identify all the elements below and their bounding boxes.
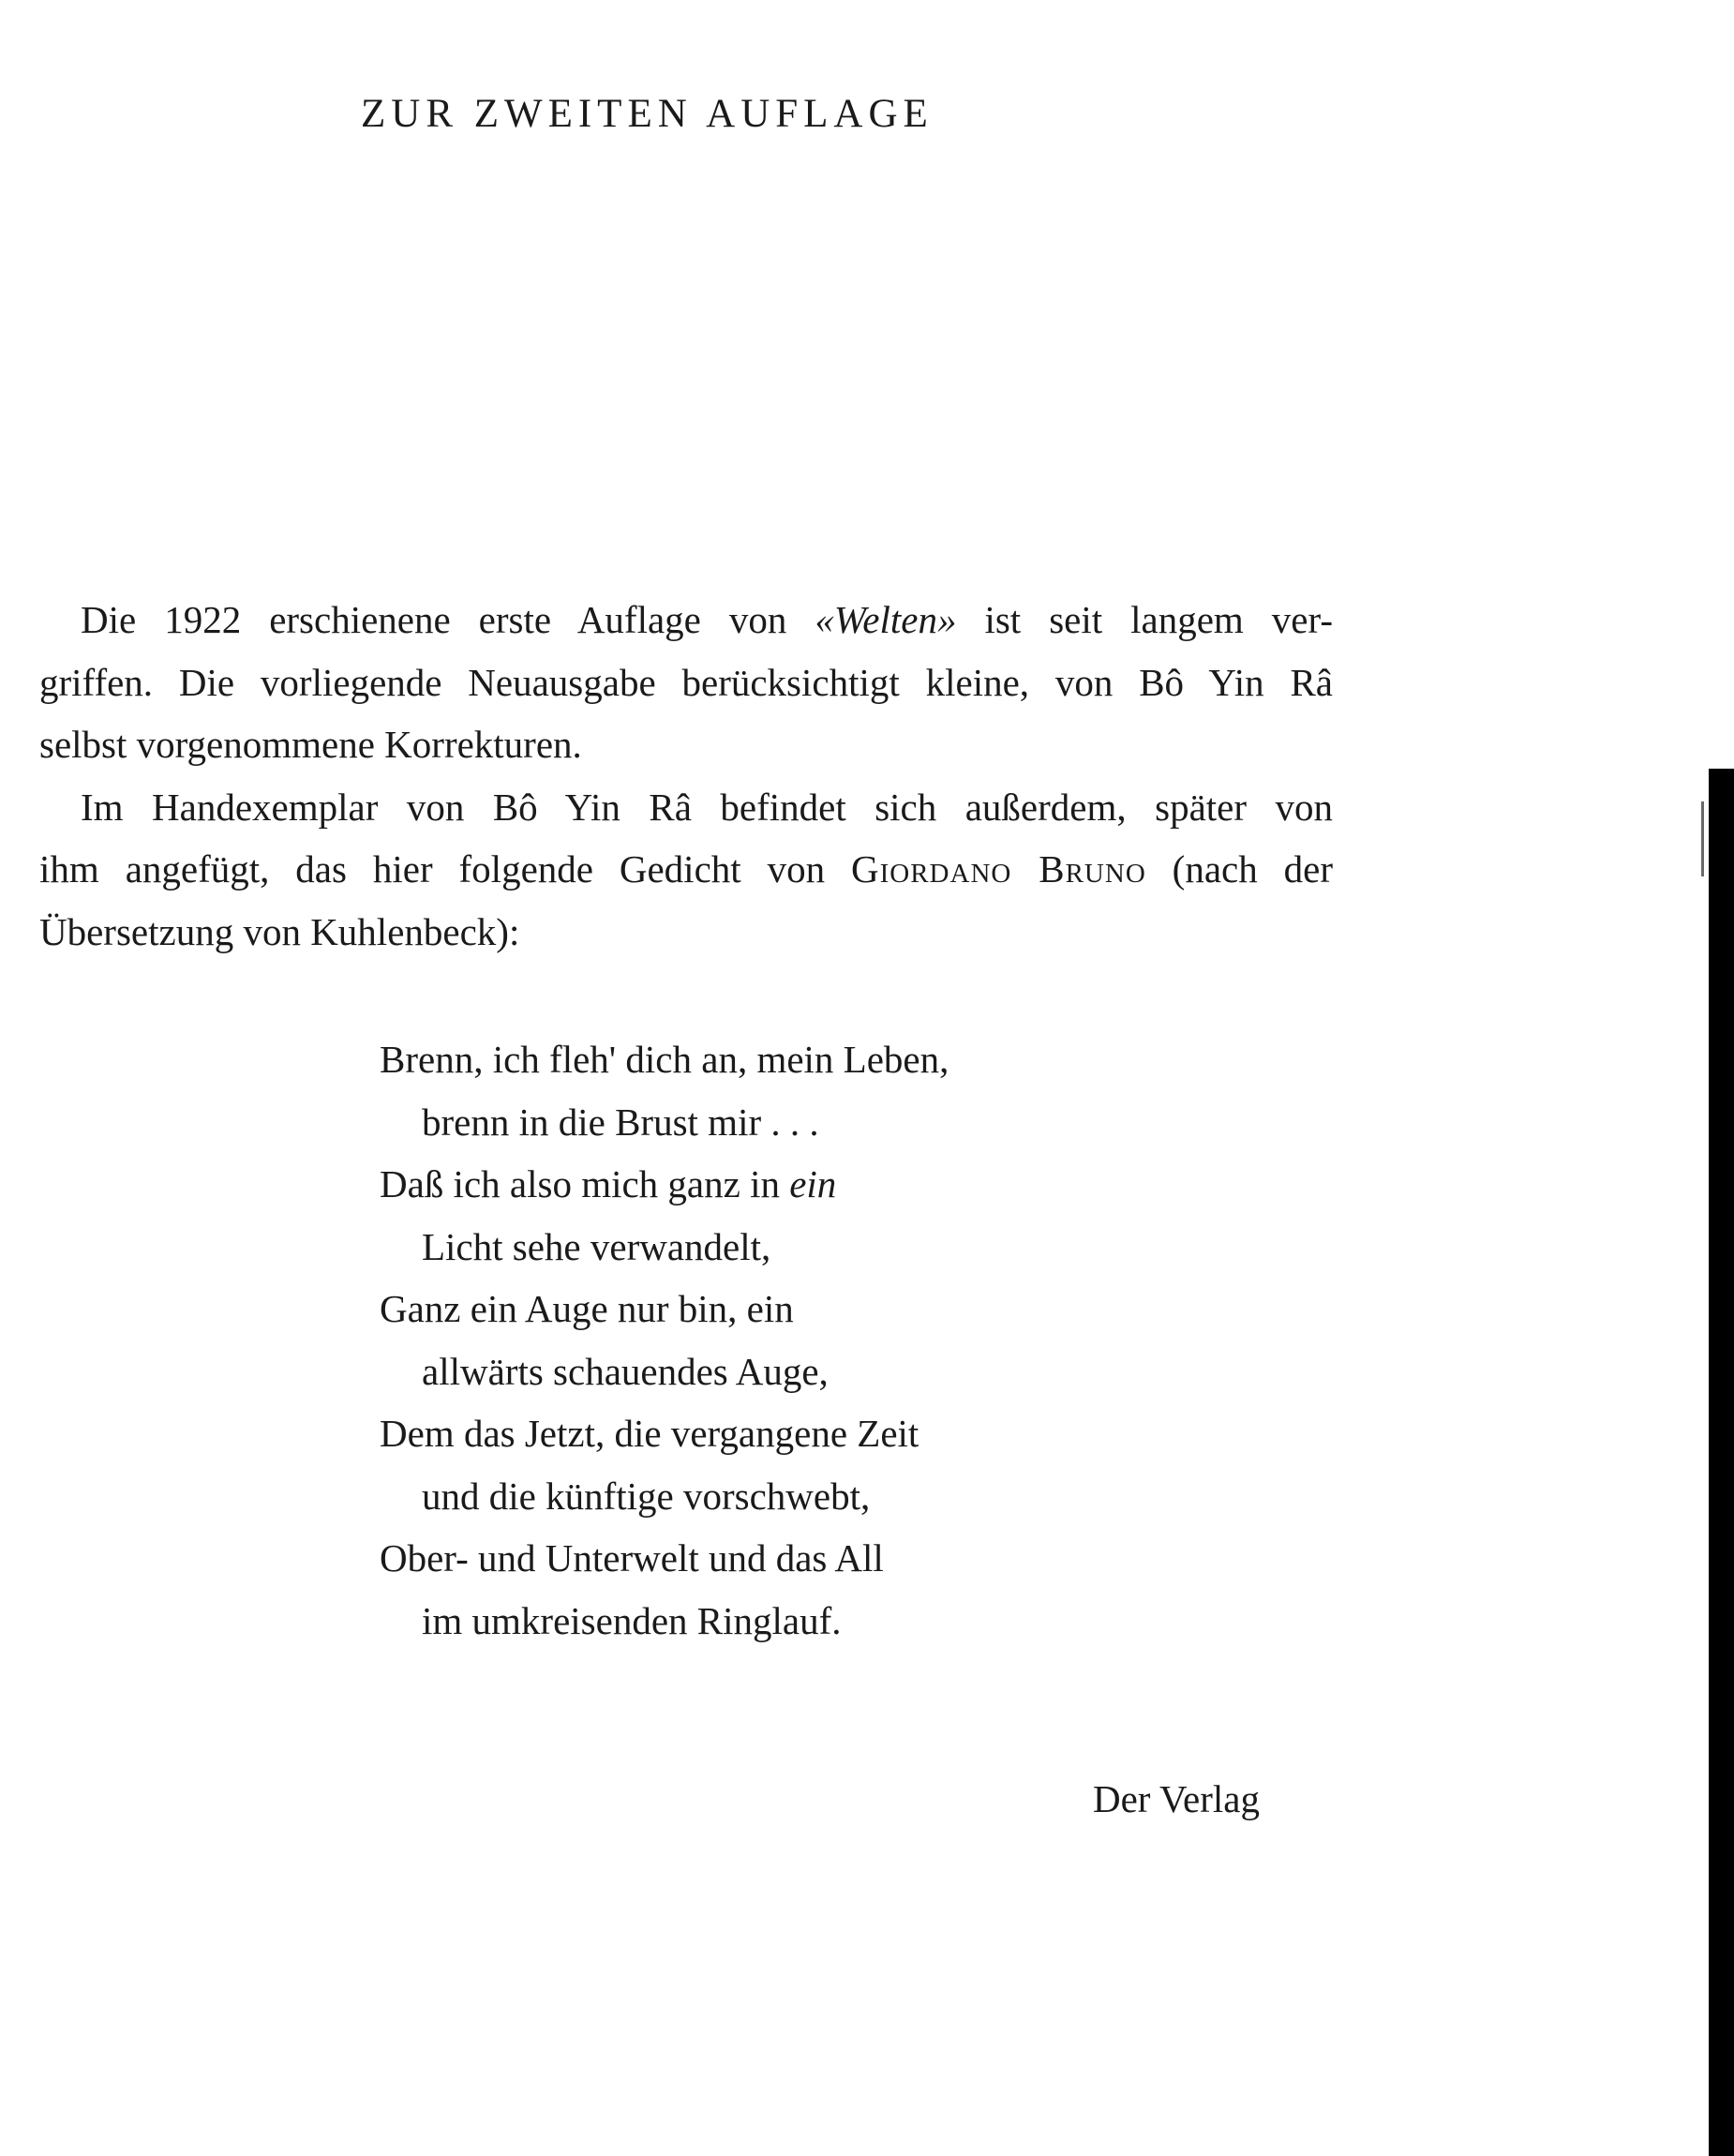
text-run: ist seit langem ver- bbox=[956, 598, 1333, 641]
paragraph-second-line-2 bbox=[39, 838, 1333, 901]
poem-line-10: im umkreisenden Ringlauf. bbox=[422, 1598, 842, 1642]
paragraph-second-line-3: Übersetzung von Kuhlenbeck): bbox=[39, 909, 520, 953]
preface-text bbox=[39, 589, 1333, 963]
text-run: Daß ich also mich ganz in bbox=[380, 1162, 790, 1205]
poem-line-2: brenn in die Brust mir . . . bbox=[422, 1100, 819, 1144]
paragraph-first-line-3: selbst vorgenommene Korrekturen. bbox=[39, 723, 582, 766]
poem-line-8: und die künftige vorschwebt, bbox=[422, 1474, 871, 1518]
signature-publisher: Der Verlag bbox=[1093, 1777, 1260, 1820]
poem-line-6: allwärts schauendes Auge, bbox=[422, 1349, 829, 1393]
scan-edge-mark bbox=[1701, 801, 1704, 876]
text-run: Die 1922 erschienene erste Auflage von bbox=[81, 598, 815, 641]
poem-line-5: Ganz ein Auge nur bin, ein bbox=[380, 1287, 794, 1330]
scan-edge-shadow bbox=[1709, 769, 1734, 2156]
poem-line-9: Ober- und Unterwelt und das All bbox=[380, 1536, 884, 1580]
paragraph-first-line-2: griffen. Die vorliegende Neuausgabe berücksichtigt kleine, von Bô Yin Râ bbox=[39, 660, 1333, 704]
paragraph-first-line-1 bbox=[39, 589, 1333, 651]
poem-line-1: Brenn, ich fleh' dich an, mein Leben, bbox=[380, 1038, 949, 1081]
paragraph-second-line-1: Im Handexemplar von Bô Yin Râ befindet sich außerdem, später von bbox=[81, 785, 1333, 829]
page-heading: ZUR ZWEITEN AUFLAGE bbox=[361, 92, 934, 136]
poem-line-7: Dem das Jetzt, die vergangene Zeit bbox=[380, 1412, 919, 1455]
poem-line-4: Licht sehe verwandelt, bbox=[422, 1224, 771, 1268]
poem bbox=[380, 1028, 949, 1652]
text-run: ihm angefügt, das hier folgende Gedicht von bbox=[39, 847, 851, 891]
emphasis-ein: ein bbox=[789, 1162, 837, 1205]
book-title-welten: «Welten» bbox=[815, 598, 957, 641]
author-name-giordano-bruno: Giordano Bruno bbox=[851, 847, 1146, 891]
text-run: (nach der bbox=[1145, 847, 1333, 891]
poem-line-3 bbox=[380, 1153, 949, 1216]
paragraph-first bbox=[39, 589, 1333, 776]
paragraph-second bbox=[39, 776, 1333, 964]
